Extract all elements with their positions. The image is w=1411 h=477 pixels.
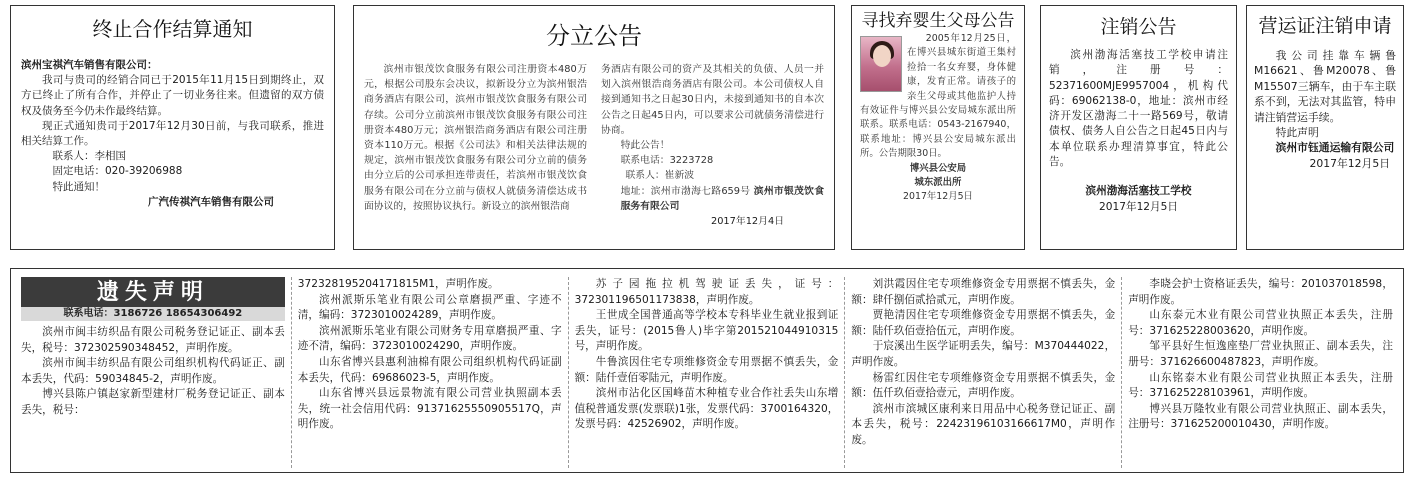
settlement-notice-title: 终止合作结算通知 — [92, 17, 253, 41]
lost-column-5 — [1122, 277, 1399, 468]
lost-declarations-box — [10, 268, 1404, 473]
lost-item: 贾艳清因住宅专项维修资金专用票据不慎丢失，金额：陆仟玖佰壹拾伍元，声明作废。 — [851, 309, 1116, 337]
lost-item: 邹平县好生恒逸座垫厂营业执照正、副本丢失，注册号：371626600487823，声明作废。 — [1128, 340, 1393, 368]
lost-item: 372328195204171815M1，声明作废。 — [297, 278, 499, 290]
deregistration-date: 2017年12月5日 — [1099, 200, 1178, 213]
deregistration-notice-box — [1040, 5, 1237, 250]
lost-item: 滨州市闽丰纺织品有限公司税务登记证正、副本丢失，税号：372302590348452，声明作废。 — [21, 326, 285, 354]
division-notice-title: 分立公告 — [546, 22, 642, 50]
lost-item: 滨州市闽丰纺织品有限公司组织机构代码证正、副本丢失，代码：59034845-2，声明作废。 — [21, 357, 285, 385]
addressee: 滨州宝祺汽车销售有限公司： — [21, 59, 158, 71]
lost-item: 杨雷红因住宅专项维修资金专用票据不慎丢失，金额：伍仟玖佰壹拾壹元，声明作废。 — [851, 371, 1116, 400]
notice-paragraph-1: 我司与贵司的经销合同已于2015年11月15日到期终止，双方已终止了所有合作，并停止了一切业务往来。但遗留的双方债权及债务至今仍未作最终结算。 — [21, 74, 324, 117]
lost-column-4 — [845, 277, 1122, 468]
lost-item: 滨州派斯乐笔业有限公司财务专用章磨损严重、字迹不清，编码：3723010024290，声明作废。 — [297, 324, 562, 353]
lost-item: 山东省博兴县远景物流有限公司营业执照副本丢失，统一社会信用代码：91371625550905517Q，声明作废。 — [297, 387, 562, 431]
lost-column-3 — [569, 277, 846, 468]
notice-closing: 特此通知！ — [52, 180, 105, 193]
permit-cancellation-closing: 特此声明 — [1275, 126, 1319, 140]
notice-paragraph-2: 现正式通知贵司于2017年12月30日前，与我司联系，推进相关结算工作。 — [21, 119, 324, 148]
lost-item: 滨州市滨城区康利来日用品中心税务登记证正、副本丢失，税号：22423196103166617M0，声明作废。 — [851, 402, 1116, 446]
deregistration-notice-title: 注销公告 — [1100, 16, 1177, 38]
lost-column-2 — [292, 277, 569, 468]
lost-declarations-phone: 联系电话：3186726 18654306492 — [21, 307, 285, 321]
foundling-signature-1: 博兴县公安局 — [909, 162, 967, 174]
lost-item: 王世成全国普通高等学校本专科毕业生就业报到证丢失，证号：(2015鲁人)毕字第201521044910315号，声明作废。 — [574, 309, 839, 353]
lost-item: 山东省博兴县惠利油棉有限公司组织机构代码证副本丢失，代码：69686023-5，声明作废。 — [297, 355, 562, 384]
foundling-date: 2017年12月5日 — [903, 191, 973, 203]
lost-item: 李晓会护士资格证丢失，编号：201037018598，声明作废。 — [1128, 278, 1393, 306]
division-notice-phone: 联系电话：3223728 — [620, 155, 714, 167]
division-notice-text-left: 滨州市银茂饮食服务有限公司注册资本480万元，根据公司股东会决议，拟新设分立为滨州银浩商务酒店有限公司，滨州市银茂饮食服务有限公司存续。公司分立前滨州市银茂饮食服务有限公司注册资本480万元；滨州银浩商务酒店有限公司注册资本110万元。根据《公司法》和相关法律法规的规定，滨州市银茂饮食服务有限公司分立前的债务由分立后的公司承担连带责任，若滨州市银茂饮食服务有限公司在分立前与债权人就债务清偿达成书面协议的，按照协议执行。新设立的滨州银浩商 — [364, 64, 587, 212]
lost-item: 滨州市沾化区国峰苗木种植专业合作社丢失山东增值税普通发票(发票联)1张，发票代码：3700164320，发票号码：42526902，声明作废。 — [574, 387, 839, 431]
lost-item: 牛鲁滨因住宅专项维修资金专用票据不慎丢失，金额：陆仟壹佰零陆元，声明作废。 — [574, 355, 839, 384]
foundling-notice-box — [851, 5, 1025, 250]
permit-cancellation-date: 2017年12月5日 — [1309, 156, 1390, 170]
foundling-notice-title: 寻找弃婴生父母公告 — [861, 11, 1015, 31]
division-notice-company: 滨州市银茂饮食服务有限公司 — [620, 185, 824, 212]
foundling-signature-2: 城东派出所 — [914, 177, 962, 189]
lost-item: 苏子园拖拉机驾驶证丢失，证号：372301196501173838，声明作废。 — [574, 278, 839, 306]
division-notice-left-col — [364, 62, 587, 229]
contact-phone: 固定电话：020-39206988 — [52, 165, 183, 178]
lost-column-1 — [15, 277, 292, 468]
deregistration-signature: 滨州渤海活塞技工学校 — [1085, 185, 1192, 198]
lost-item: 山东泰元木业有限公司营业执照正本丢失，注册号：371625228003620，声明作废。 — [1128, 309, 1393, 337]
lost-declarations-header — [21, 277, 285, 307]
division-notice-date: 2017年12月4日 — [710, 216, 784, 228]
permit-cancellation-title: 营运证注销申请 — [1258, 15, 1392, 37]
deregistration-notice-body: 滨州渤海活塞技工学校申请注销，注册号：52371600MJE9957004，机构代码：69062138-0，地址：滨州市经济开发区渤海二十一路569号，敬请债权、债务人自公告之日起45日内与本单位联系办理清算事宜，特此公告。 — [1049, 49, 1228, 169]
lost-item: 博兴县陈户镇赵家新型建材厂税务登记证正、副本丢失，税号： — [21, 388, 285, 416]
lost-item: 滨州派斯乐笔业有限公司公章磨损严重、字迹不清，编码：3723010024289，声明作废。 — [297, 293, 562, 322]
lost-item: 博兴县万隆牧业有限公司营业执照正、副本丢失，注册号：371625200010430，声明作废。 — [1128, 402, 1393, 431]
permit-cancellation-body: 我公司挂靠车辆鲁M16621、鲁M20078、鲁M15507三辆车，由于车主联系不到，无法对其监管，特申请注销营运手续。 — [1254, 49, 1396, 124]
lost-item: 刘洪霞因住宅专项维修资金专用票据不慎丢失，金额：肆仟捌佰贰拾贰元，声明作废。 — [851, 278, 1116, 306]
division-notice-address: 地址：滨州市渤海七路659号 — [620, 185, 751, 197]
permit-cancellation-signature: 滨州市钰通运输有限公司 — [1275, 141, 1395, 155]
division-notice-contact: 联系人：崔新波 — [625, 170, 695, 182]
foundling-notice-body: 2005年12月25日，在博兴县城东街道王集村捡拾一名女弃婴，身体健康，发育正常。请孩子的亲生父母或其他监护人持有效证件与博兴县公安局城东派出所联系。联系电话：0543-2167940，联系地址：博兴县公安局城东派出所。公告期限30日。 — [860, 33, 1016, 160]
division-notice-text-right: 务酒店有限公司的资产及其相关的负债、人员一并划入滨州银浩商务酒店有限公司。本公司债权人自接到通知书之日起30日内，未接到通知书的自本次公告之日起45日内，可以要求公司就债务清偿进行协商。 — [601, 64, 824, 136]
division-notice-box — [353, 5, 835, 250]
division-notice-right-col — [601, 62, 824, 229]
signature: 广汽传祺汽车销售有限公司 — [148, 195, 274, 208]
infant-photo — [860, 36, 902, 92]
contact-person: 联系人：李相国 — [52, 150, 126, 163]
division-notice-closing: 特此公告！ — [620, 140, 670, 152]
permit-cancellation-box — [1246, 5, 1404, 250]
lost-declarations-title: 遗失声明 — [96, 280, 209, 305]
settlement-notice-box — [10, 5, 335, 250]
lost-item: 山东铭泰木业有限公司营业执照正本丢失，注册号：371625228103961，声明作废。 — [1128, 371, 1393, 400]
lost-item: 于宸溪出生医学证明丢失，编号：M370444022，声明作废。 — [851, 340, 1116, 368]
